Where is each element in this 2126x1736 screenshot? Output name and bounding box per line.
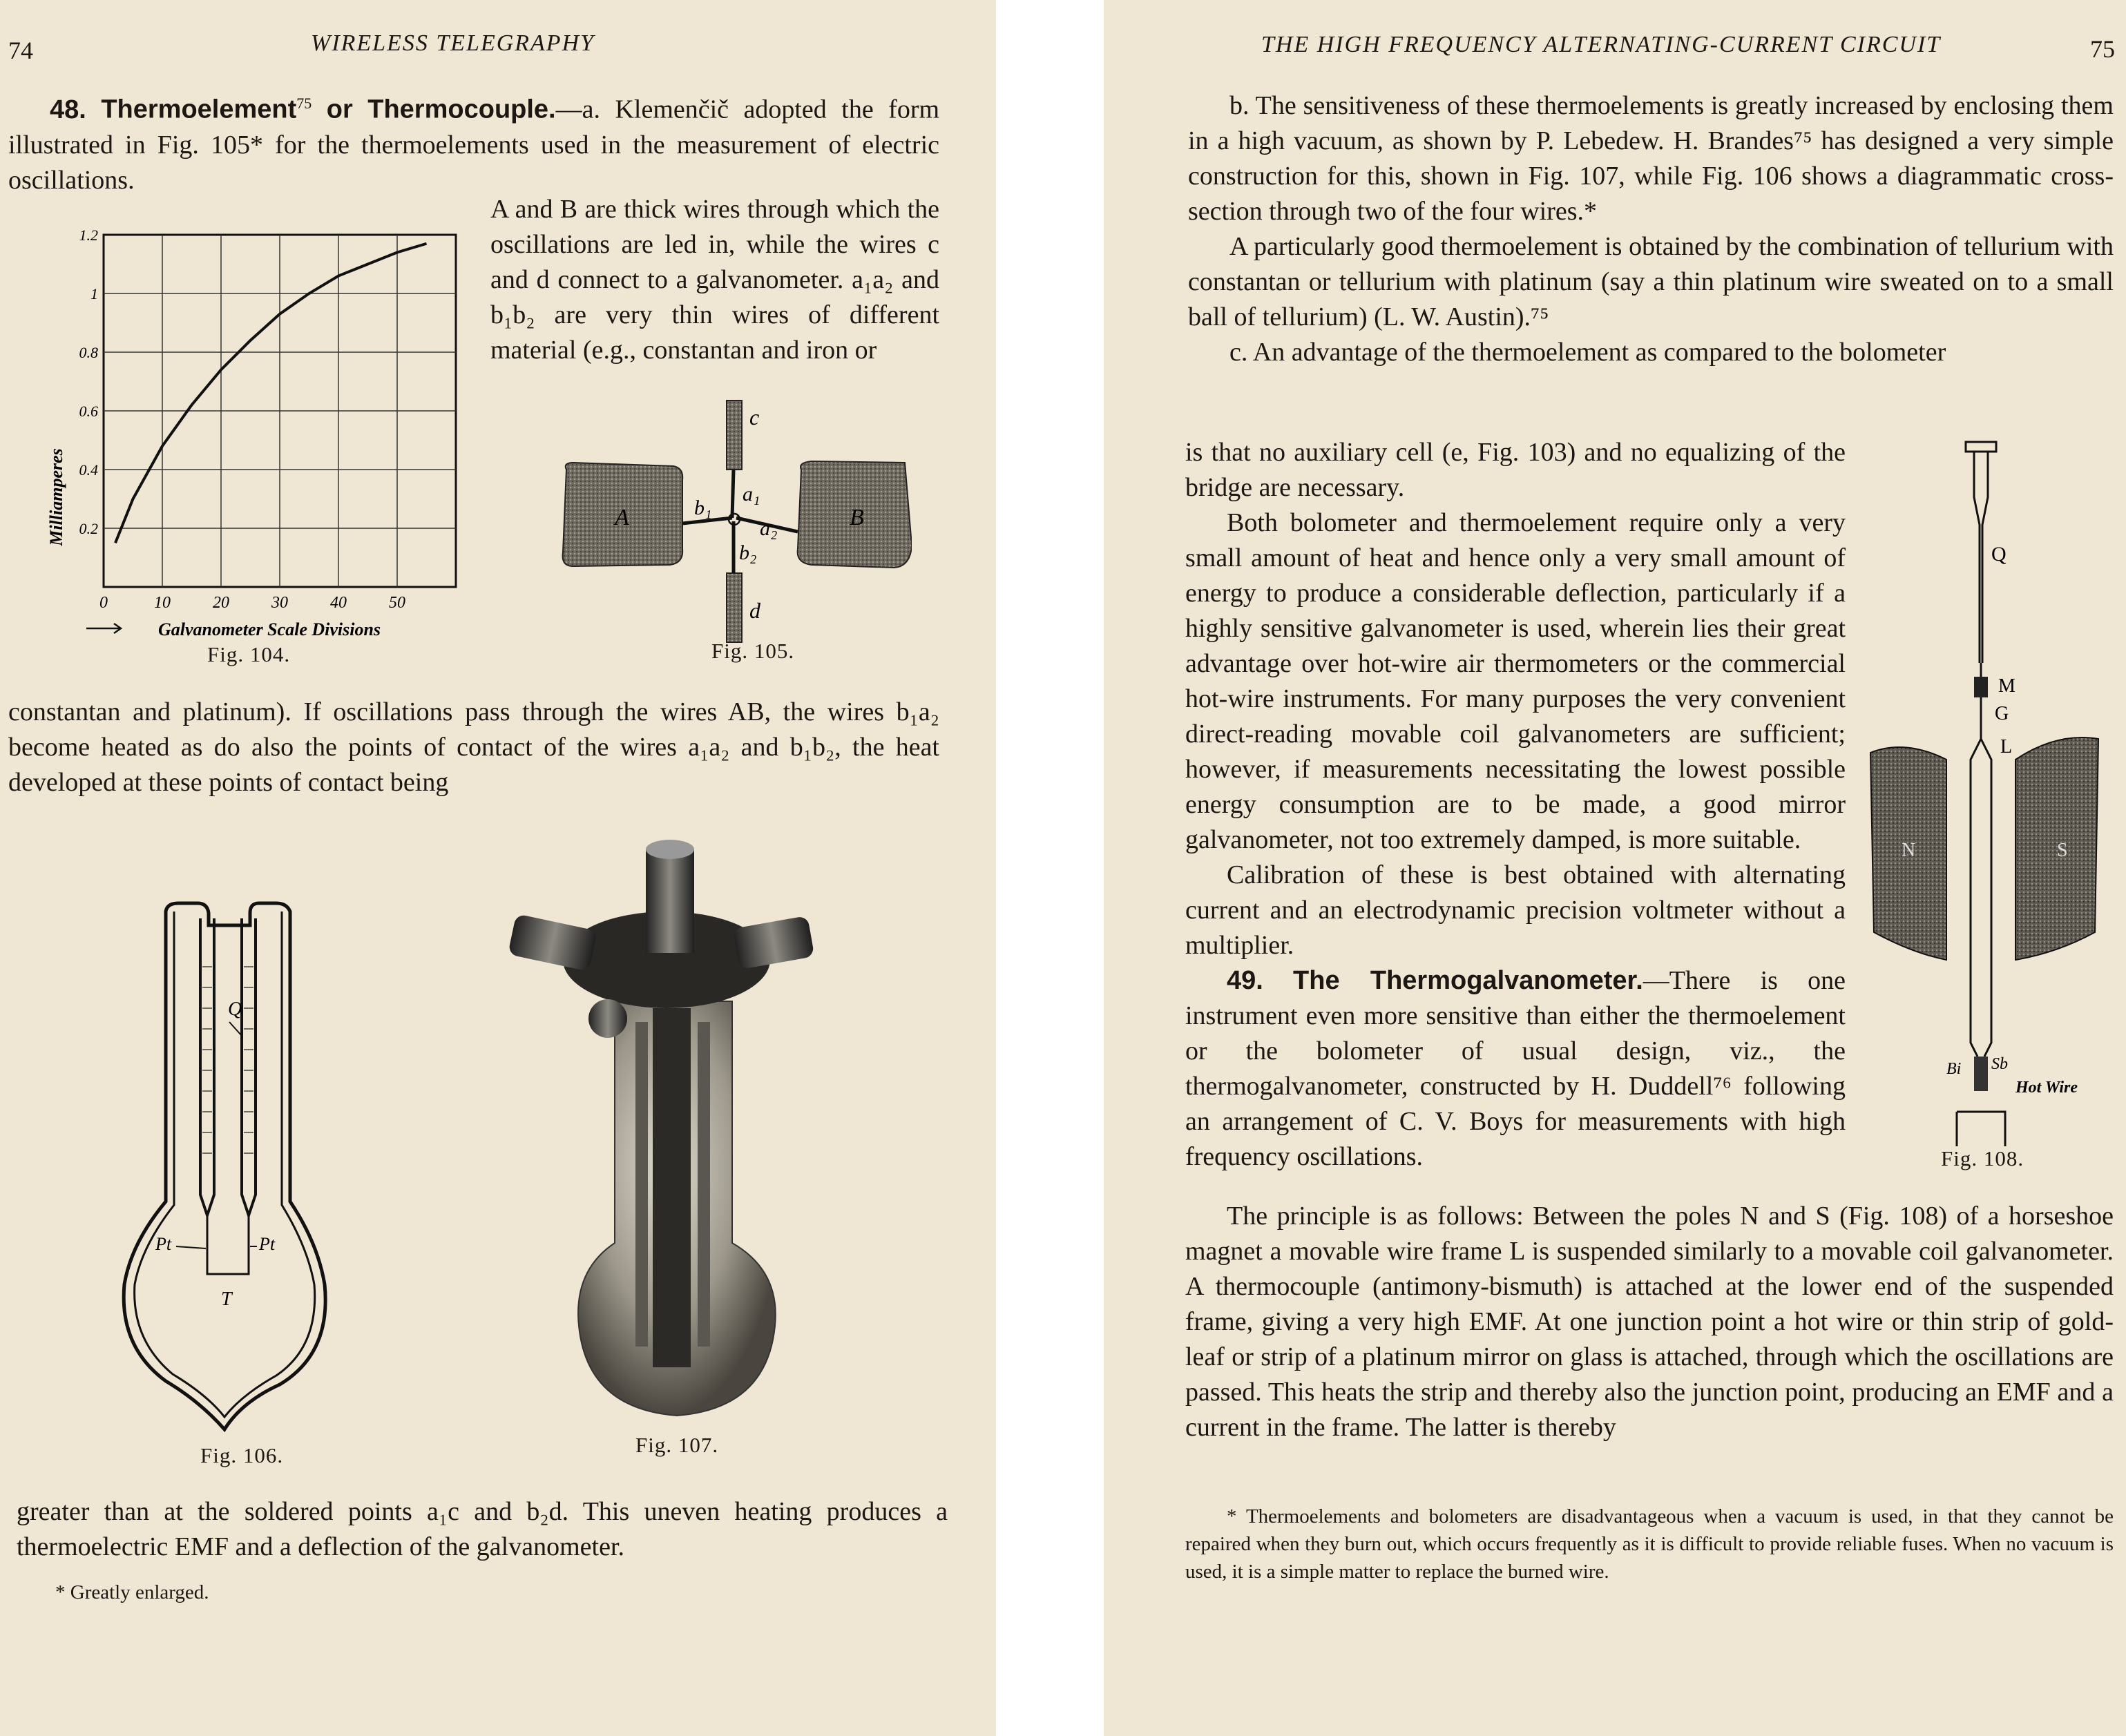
- section-48-closing: greater than at the soldered points a₁c and b₂d. This uneven heating produces a thermoelectric EMF and a deflection of the galvanometer.: [17, 1497, 948, 1561]
- chart-ticks: [79, 226, 406, 612]
- label-Sb: Sb: [1991, 1055, 2008, 1073]
- fig-107-photo: [497, 822, 856, 1429]
- fig-105-diagram: [553, 387, 912, 649]
- para-c-rest: is that no auxiliary cell (e, Fig. 103) and no equalizing of the bridge are necessary.: [1185, 438, 1846, 502]
- chart-grid: [104, 235, 456, 587]
- section-48-ref: 75: [296, 95, 312, 112]
- chart-x-tick-label: 10: [154, 594, 171, 612]
- section-48-alt-title: Thermocouple.: [367, 95, 556, 124]
- section-49-number: 49.: [1227, 966, 1263, 995]
- chart-x-tick-label: 20: [213, 594, 229, 612]
- page-number-right: 75: [2090, 35, 2115, 63]
- chart-y-tick-label: 1: [90, 285, 98, 302]
- section-48-number: 48.: [50, 95, 86, 124]
- label-hot-wire: Hot Wire: [2015, 1079, 2078, 1097]
- label-pt-left: Pt: [155, 1234, 172, 1254]
- label-a1: a₁: [743, 483, 760, 505]
- label-N: N: [1902, 840, 1916, 861]
- fig-104-chart: [28, 221, 470, 649]
- chart-y-tick-label: 0.6: [79, 403, 98, 420]
- section-48-continuation: constantan and platinum). If oscillations pass through the wires AB, the wires b₁a₂ become heated as do also the points of contact of the wires a₁a₂ and b₁b₂, the heat developed at these points of contact being: [8, 697, 939, 797]
- x-arrow-icon: [86, 624, 121, 633]
- label-S: S: [2057, 840, 2068, 861]
- label-A: A: [615, 505, 629, 530]
- fig-106-diagram: [104, 898, 463, 1436]
- label-L: L: [2000, 736, 2013, 758]
- fig-104-caption: Fig. 104.: [207, 642, 291, 666]
- right-text-column: [1185, 435, 1846, 1175]
- label-pt-right: Pt: [259, 1234, 276, 1254]
- label-Bi: Bi: [1946, 1060, 1962, 1078]
- chart-x-tick-label: 40: [330, 594, 347, 612]
- chart-x-label: Galvanometer Scale Divisions: [157, 619, 381, 639]
- footnote-right: * Thermoelements and bolometers are disadvantageous when a vacuum is used, in that they cannot be repaired when they burn out, which occurs frequently as it is difficult to provide reliable fuses. When no vacuum is used, it is a simple matter to replace the burned wire.: [1185, 1505, 2114, 1583]
- fig-105-caption: Fig. 105.: [711, 639, 795, 663]
- label-Q: Q: [228, 999, 242, 1020]
- chart-y-tick-label: 0.2: [79, 520, 98, 537]
- label-c: c: [749, 405, 760, 430]
- para-austin: A particularly good thermoelement is obtained by the combination of tellurium with constantan or tellurium with platinum (say a thin platinum wire sweated on to a small ball of tellurium) (L. W. Austin).⁷⁵: [1188, 232, 2114, 331]
- fig-108-caption: Fig. 108.: [1941, 1146, 2024, 1170]
- para-c-line1: c. An advantage of the thermoelement as compared to the bolometer: [1229, 338, 1946, 367]
- label-a2: a₂: [760, 517, 778, 540]
- label-B: B: [850, 505, 864, 530]
- label-b1: b₁: [694, 496, 712, 519]
- fig-108-diagram: [1857, 435, 2119, 1153]
- section-48-wrap-text: A and B are thick wires through which the oscillations are led in, while the wires c and d connect to a galvanometer. a₁a₂ and b₁b₂ are very thin wires of different material (e.g., constantan and iron or: [490, 195, 939, 365]
- wire-d: [727, 573, 742, 642]
- label-G: G: [1995, 703, 2009, 724]
- running-head-left: WIRELESS TELEGRAPHY: [311, 30, 595, 56]
- section-49-text: —There is one instrument even more sensitive than either the thermoelement or the bolometer of usual design, viz., the thermogalvanometer, constructed by H. Duddell⁷⁶ following an arrangement of C. V. Boys for measurements with high frequency oscillations.: [1185, 966, 1846, 1171]
- para-both: Both bolometer and thermoelement require only a very small amount of heat and hence only a very small amount of energy to produce a considerable deflection, particularly if a highly sensitive galvanometer is used, wherein lies their great advantage over hot-wire air thermometers or the commercial hot-wire instruments. For many purposes the very convenient direct-reading movable coil galvanometers are sufficient; however, if measurements necessitating the lowest possible energy consumption are to be made, a good mirror galvanometer, not too extremely damped, is more suitable.: [1185, 508, 1846, 854]
- section-49: [1185, 963, 1846, 1175]
- label-d: d: [749, 598, 760, 623]
- wire-c: [727, 401, 742, 470]
- label-b2: b₂: [739, 541, 757, 564]
- footnote-left: * Greatly enlarged.: [55, 1581, 209, 1603]
- right-page: [1104, 0, 2126, 1736]
- fig-106-caption: Fig. 106.: [200, 1443, 284, 1467]
- para-calibration: Calibration of these is best obtained with alternating current and an electrodynamic precision voltmeter without a multiplier.: [1185, 860, 1846, 960]
- section-48-title: Thermoelement: [101, 95, 297, 124]
- chart-y-tick-label: 0.8: [79, 344, 98, 361]
- para-b: b. The sensitiveness of these thermoelements is greatly increased by enclosing them in a high vacuum, as shown by P. Lebedew. H. Brandes⁷⁵ has designed a very simple construction for this, shown in Fig. 107, while Fig. 106 shows a diagrammatic cross-section through two of the four wires.*: [1188, 91, 2114, 226]
- chart-x-tick-label: 0: [99, 594, 108, 612]
- left-page: [0, 0, 996, 1736]
- section-48-intro: [8, 86, 939, 198]
- label-Q-108: Q: [1991, 543, 2007, 566]
- page-number-left: 74: [8, 37, 33, 64]
- chart-y-tick-label: 1.2: [79, 226, 98, 244]
- label-M: M: [1998, 675, 2015, 697]
- label-T: T: [221, 1289, 232, 1310]
- chart-y-tick-label: 0.4: [79, 461, 98, 479]
- para-principle: [1185, 1199, 2114, 1445]
- chart-y-label: Milliamperes: [46, 448, 66, 546]
- chart-x-tick-label: 30: [271, 594, 288, 612]
- right-text-top: [1188, 88, 2114, 370]
- running-head-right: THE HIGH FREQUENCY ALTERNATING-CURRENT CIRCUIT: [1261, 32, 1942, 57]
- section-49-title: The Thermogalvanometer.: [1293, 966, 1643, 995]
- chart-x-tick-label: 50: [389, 594, 405, 612]
- para-principle-text: The principle is as follows: Between the poles N and S (Fig. 108) of a horseshoe magnet a movable wire frame L is suspended similarly to a movable coil galvanometer. A thermocouple (antimony-bismuth) is attached at the lower end of the suspended frame, giving a very high EMF. At one junction point a hot wire or thin strip of gold-leaf or strip of a platinum mirror on glass is attached, through which the oscillations are passed. This heats the strip and thereby also the junction point, producing an EMF and a current in the frame. The latter is thereby: [1185, 1202, 2114, 1442]
- fig-107-caption: Fig. 107.: [635, 1433, 719, 1457]
- section-48-intro-text: —a. Klemenčič adopted the form illustrated in Fig. 105* for the thermoelements used in the measurement of electric oscillations.: [8, 95, 940, 195]
- section-48-or: or: [326, 95, 353, 124]
